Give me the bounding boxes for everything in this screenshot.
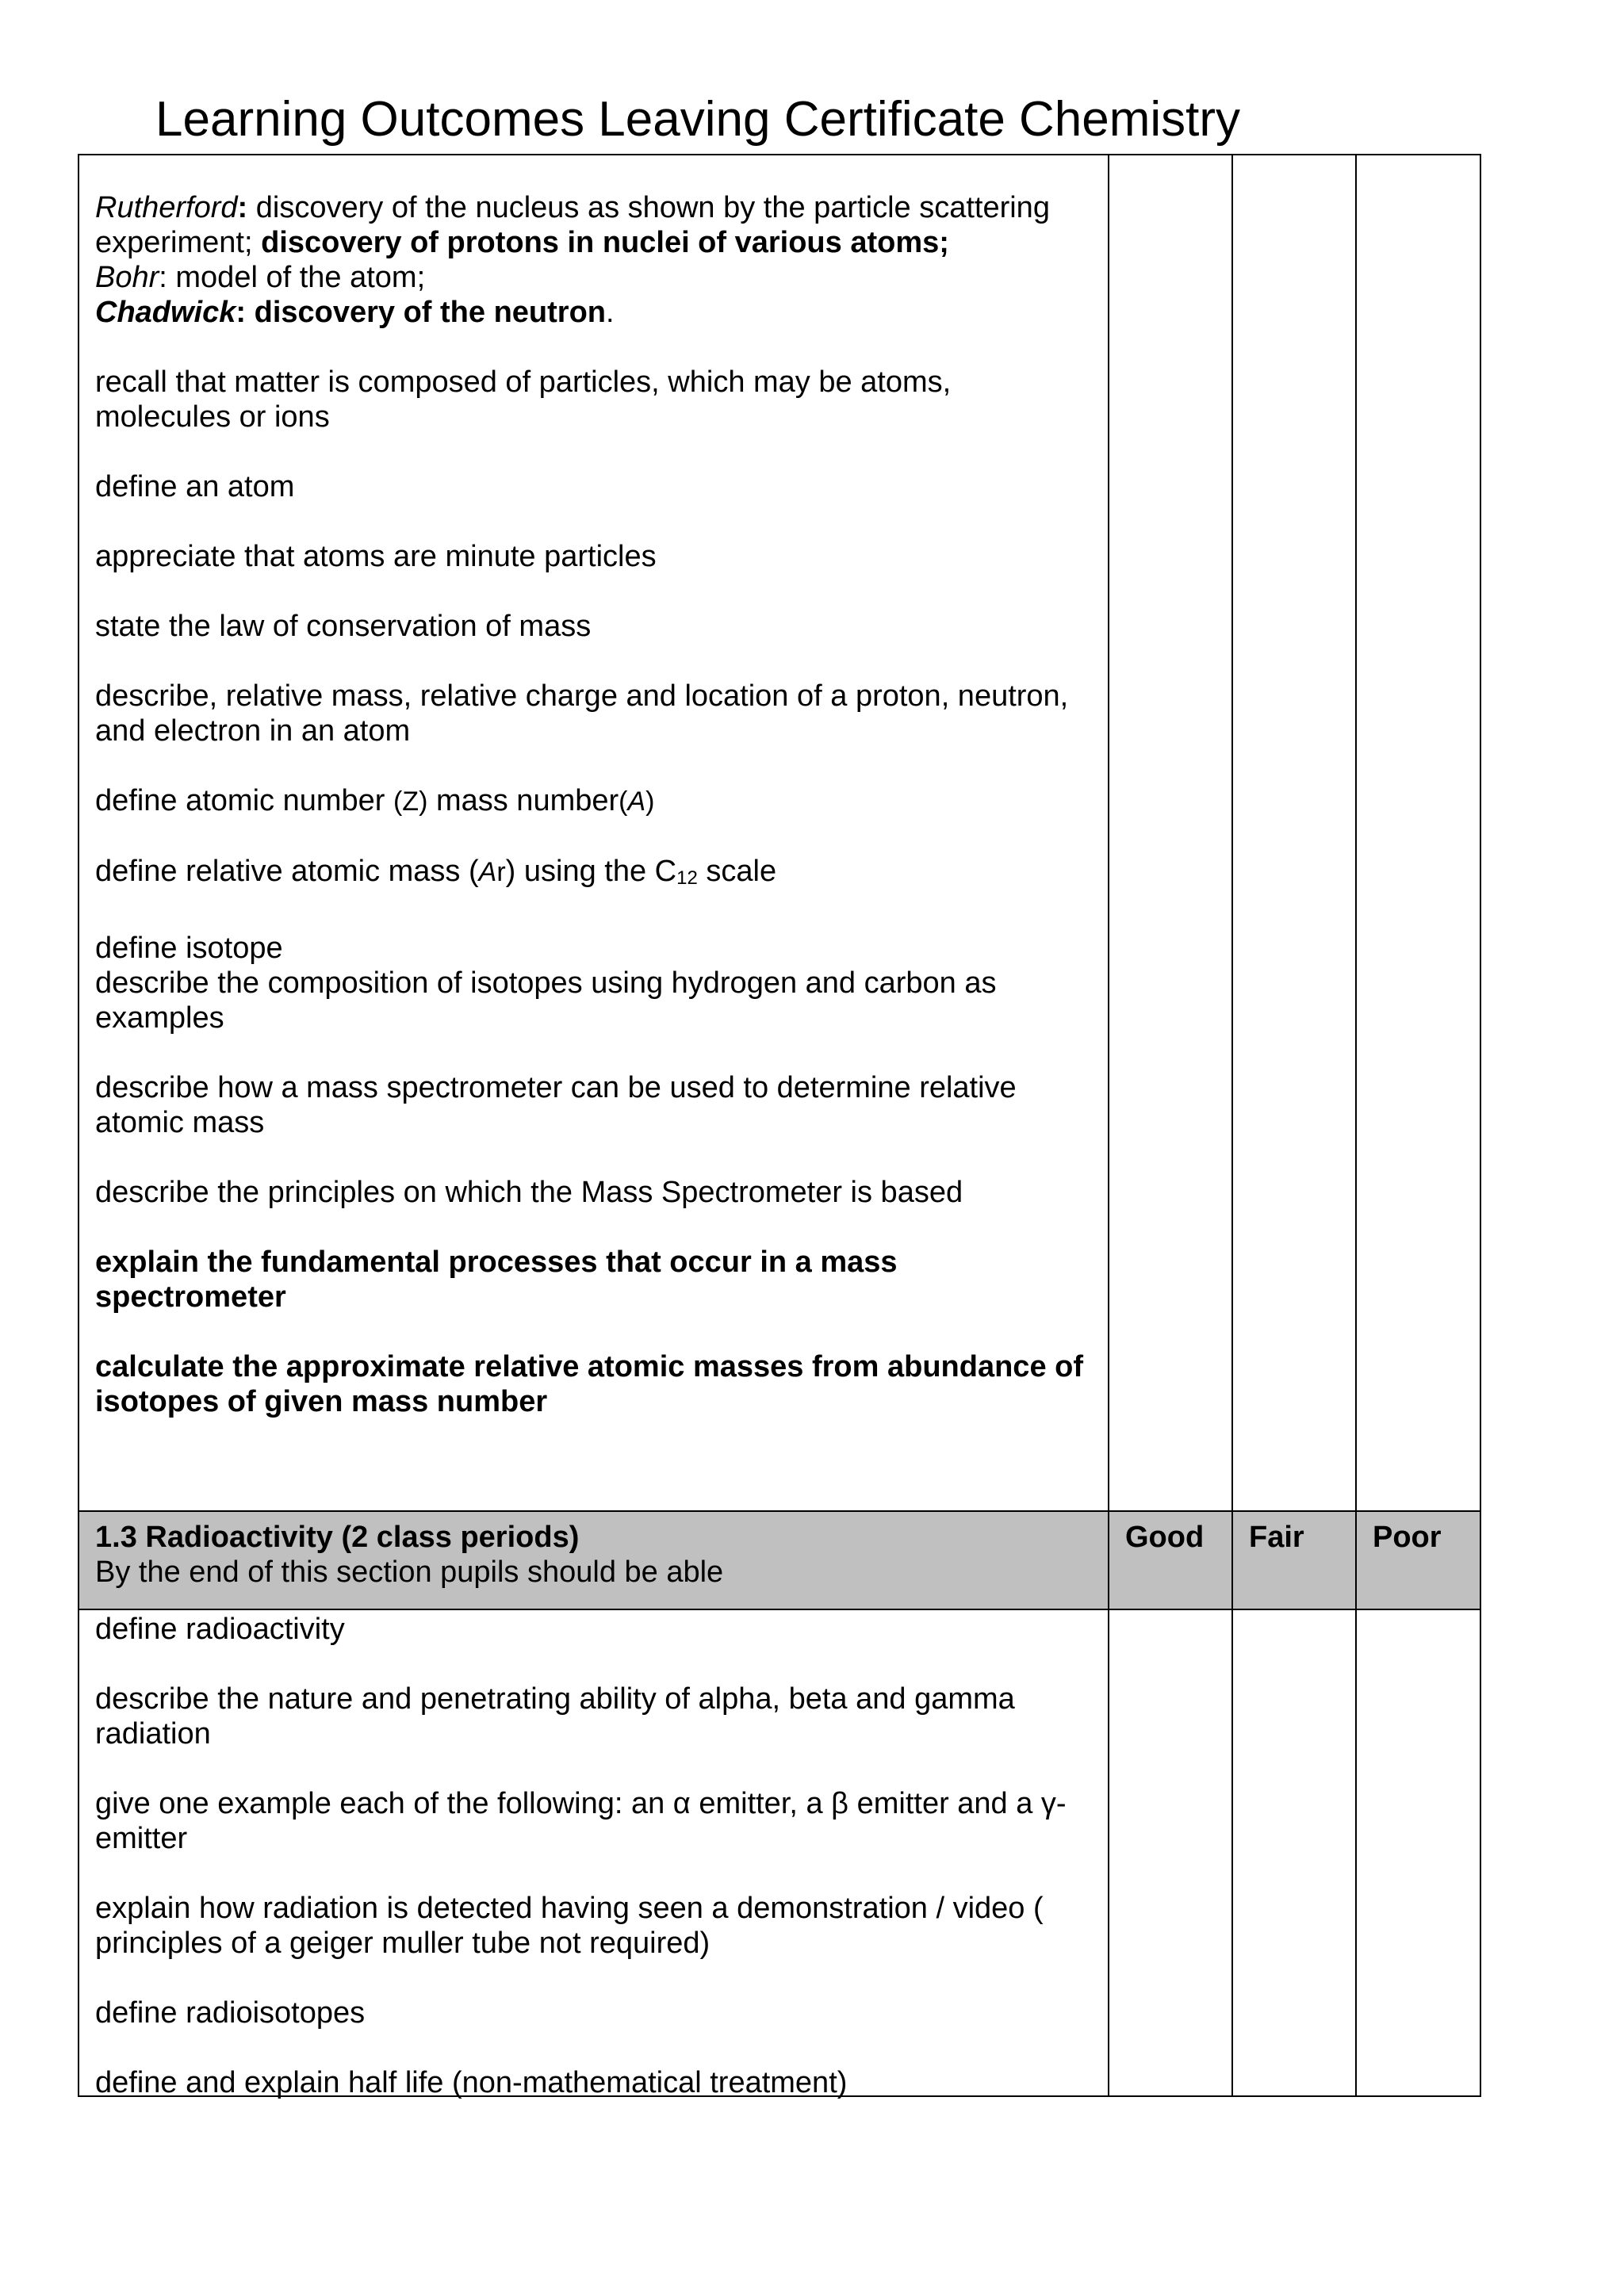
outcome-item-higher: calculate the approximate relative atomic masses from abundance of isotopes of given mass number — [95, 1350, 1084, 1418]
section-subheading: By the end of this section pupils should be able — [95, 1556, 724, 1589]
section-header-row — [79, 1511, 1480, 1609]
outcome-item: describe the principles on which the Mass Spectrometer is based — [95, 1176, 963, 1209]
outcome-item: explain how radiation is detected having seen a demonstration / video ( principles of a geiger muller tube not required) — [95, 1892, 1044, 1960]
atomic-number-outcome: define atomic number (Z) mass number(A) — [95, 784, 655, 817]
page-title: Learning Outcomes Leaving Certificate Chemistry — [155, 92, 1241, 147]
history-block: Rutherford: discovery of the nucleus as shown by the particle scattering experiment; discovery of protons in nuclei of various atoms; Bohr: model of the atom; Chadwick: discovery of the neutron. — [95, 191, 1050, 329]
outcome-item-higher: explain the fundamental processes that occur in a mass spectrometer — [95, 1246, 898, 1314]
outcome-item: give one example each of the following: an α emitter, a β emitter and a γ- emitter — [95, 1787, 1067, 1855]
outcome-item: recall that matter is composed of particles, which may be atoms, molecules or ions — [95, 365, 952, 434]
outcome-item: define radioactivity — [95, 1613, 345, 1646]
atomic-structure-cell — [79, 155, 1109, 1511]
rating-cell-poor[interactable] — [1356, 1609, 1480, 2096]
section-heading: 1.3 Radioactivity (2 class periods) — [95, 1521, 580, 1554]
rating-header-poor: Poor — [1356, 1511, 1480, 1609]
rating-cell-good[interactable] — [1109, 1609, 1232, 2096]
rating-cell-poor[interactable] — [1356, 155, 1480, 1511]
radioactivity-cell — [79, 1609, 1109, 2099]
relative-atomic-mass-outcome: define relative atomic mass (Ar) using the C12 scale — [95, 855, 777, 889]
rutherford-name: Rutherford — [95, 191, 238, 224]
learning-outcomes-table — [78, 154, 1481, 2097]
section-header-cell — [79, 1511, 1109, 1609]
rating-cell-fair[interactable] — [1232, 1609, 1356, 2096]
radioactivity-row — [79, 1609, 1480, 2096]
outcome-item: state the law of conservation of mass — [95, 610, 592, 643]
outcome-item: define and explain half life (non-mathematical treatment) — [95, 2066, 848, 2099]
outcome-item: appreciate that atoms are minute particles — [95, 540, 657, 573]
outcome-item: describe, relative mass, relative charge and location of a proton, neutron, and electron in an atom — [95, 679, 1069, 748]
outcome-item: describe the nature and penetrating ability of alpha, beta and gamma radiation — [95, 1682, 1015, 1751]
outcome-item: describe how a mass spectrometer can be used to determine relative atomic mass — [95, 1071, 1017, 1139]
outcome-item: define an atom — [95, 470, 295, 503]
outcome-item: define radioisotopes — [95, 1996, 366, 2030]
atomic-structure-row — [79, 155, 1480, 1511]
rating-header-fair: Fair — [1232, 1511, 1356, 1609]
chadwick-name: Chadwick — [95, 296, 236, 329]
rating-cell-fair[interactable] — [1232, 155, 1356, 1511]
rating-cell-good[interactable] — [1109, 155, 1232, 1511]
bohr-name: Bohr — [95, 261, 159, 294]
isotope-outcome: define isotope describe the composition of isotopes using hydrogen and carbon as examples — [95, 932, 997, 1035]
rating-header-good: Good — [1109, 1511, 1232, 1609]
